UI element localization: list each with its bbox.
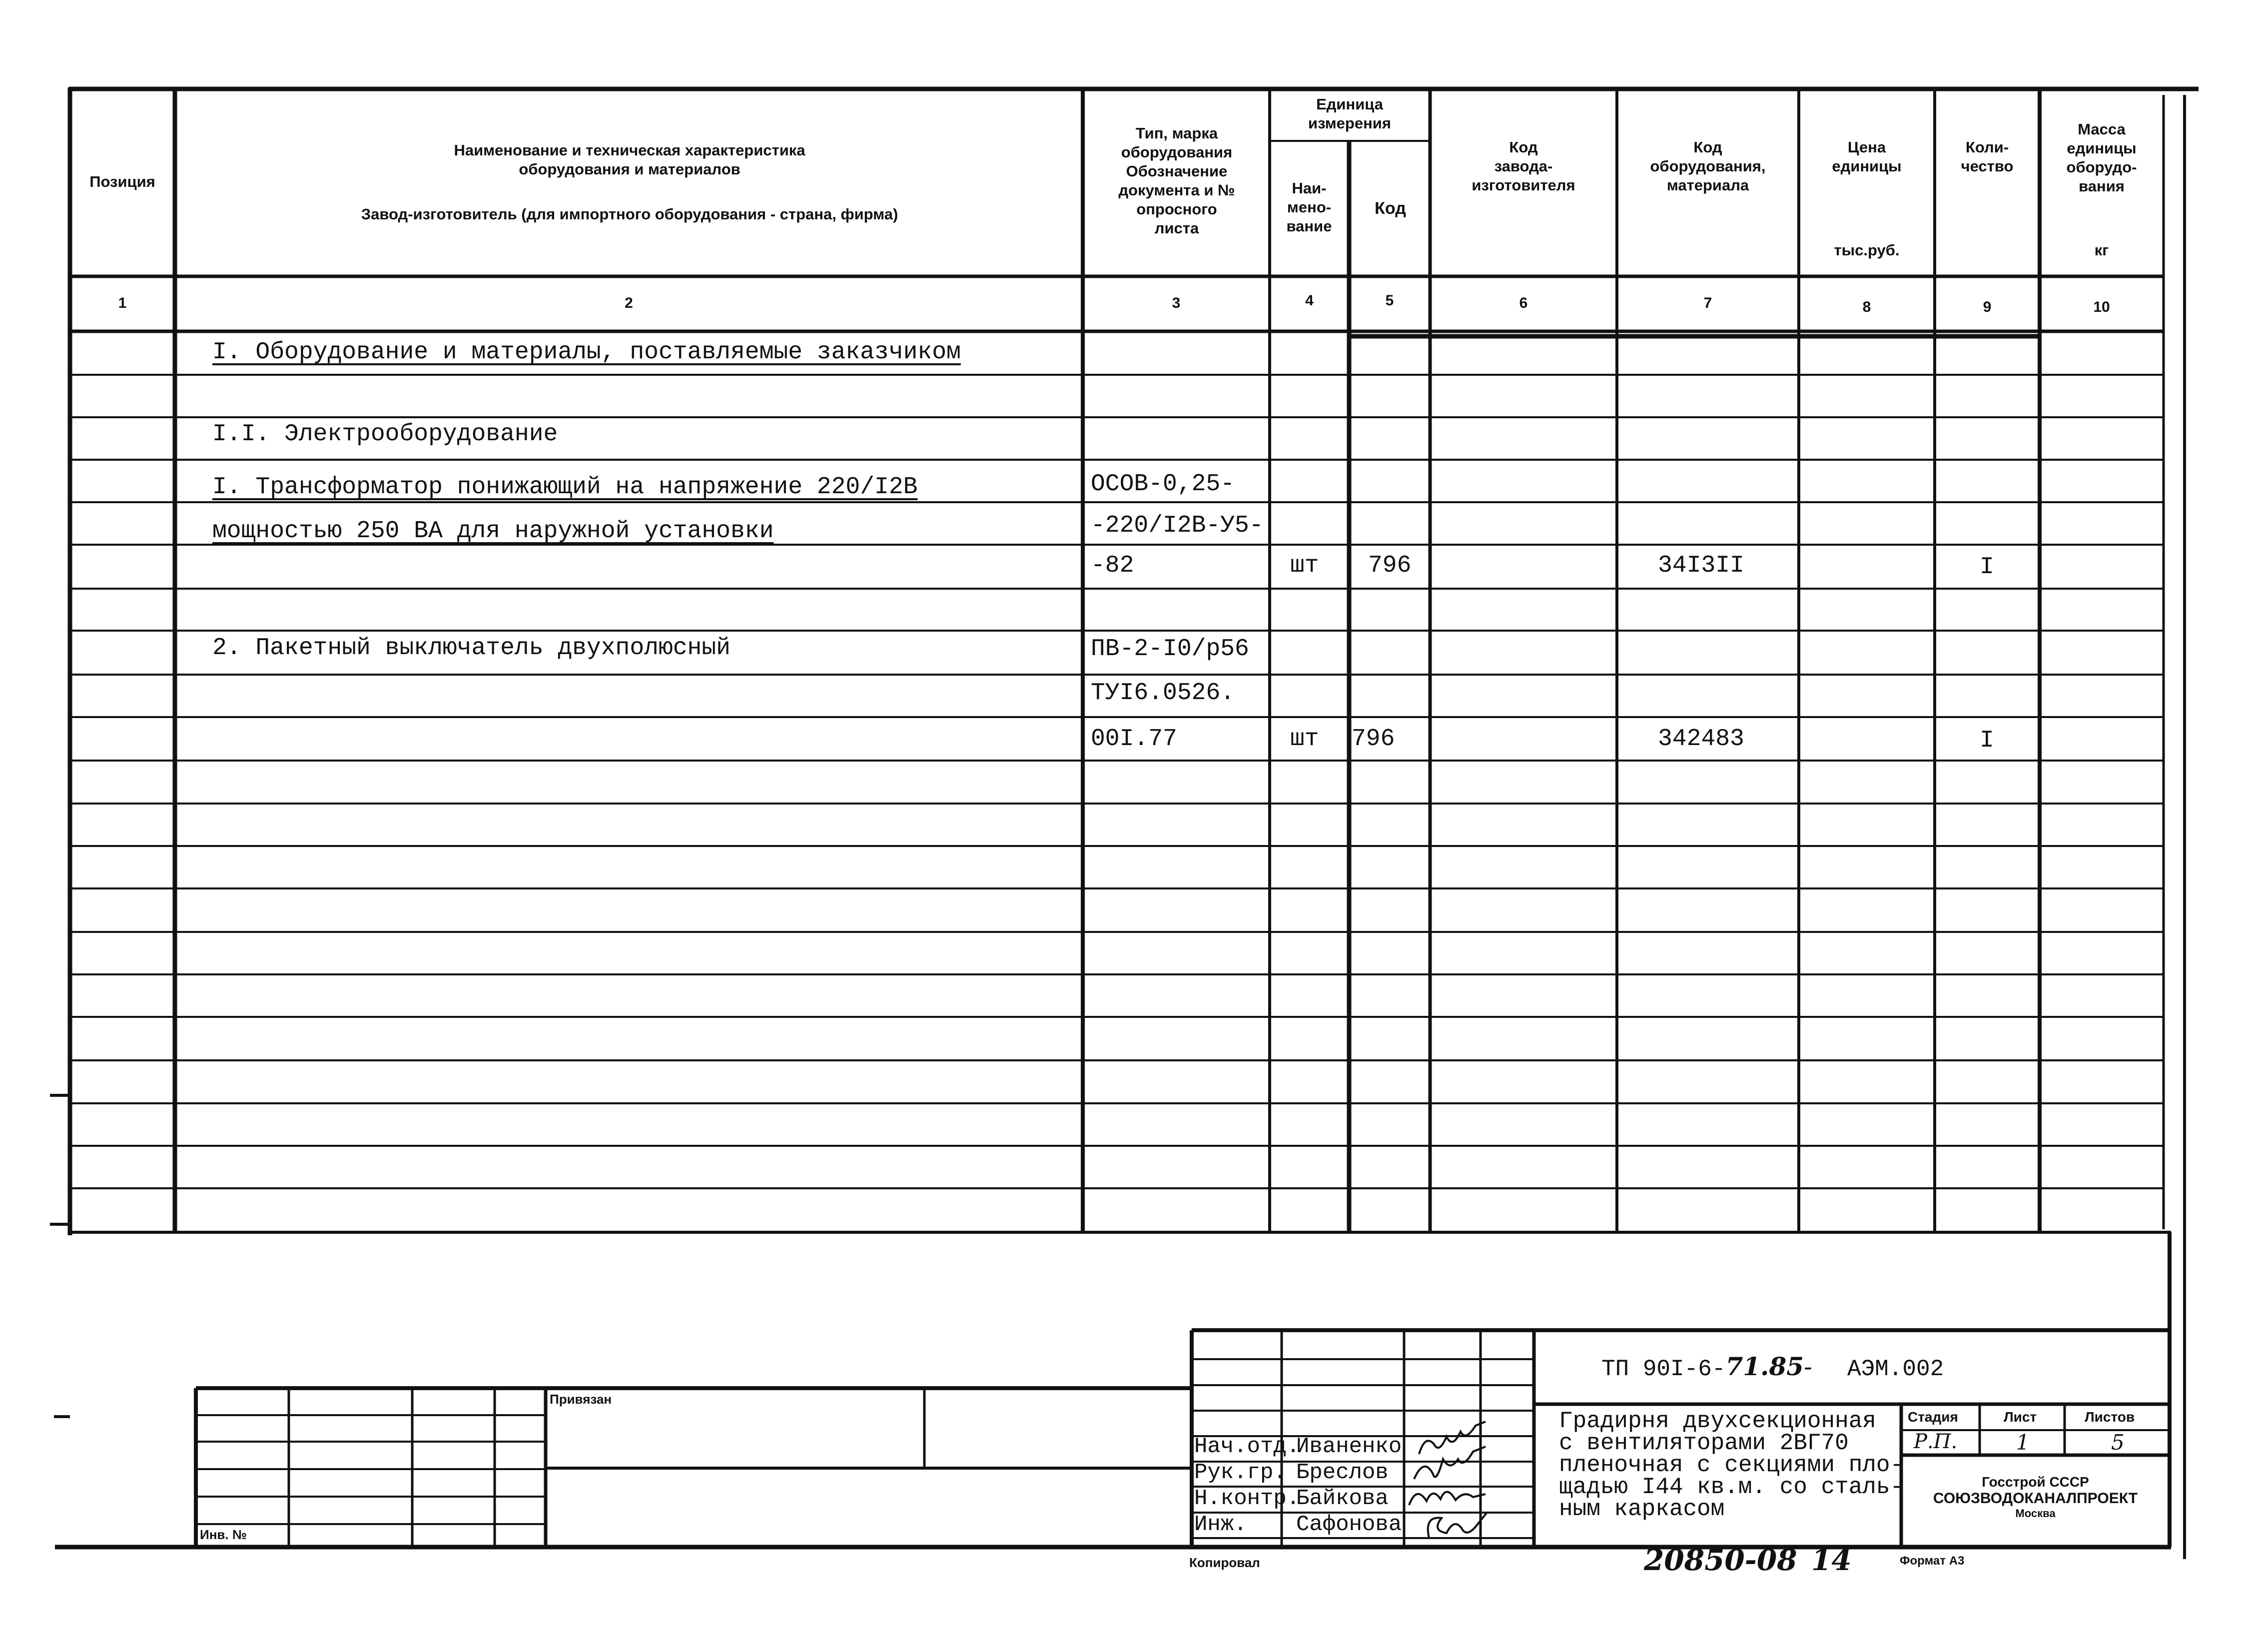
header-plant-code: Код завода- изготовителя — [1472, 138, 1575, 194]
signer-name-norm-control: Байкова — [1296, 1486, 1389, 1511]
header-type-mark: Тип, марка оборудования Обозначение документа и № опросного листа — [1118, 124, 1235, 237]
item-2-name: 2. Пакетный выключатель двухполюсный — [212, 635, 731, 662]
sheets-value: 5 — [2111, 1430, 2125, 1455]
item-2-unit-code: 796 — [1352, 726, 1395, 753]
organization-name: СОЮЗВОДОКАНАЛПРОЕКТ — [1933, 1490, 2138, 1507]
header-unit-code: Код — [1375, 199, 1406, 218]
drawing-title-line-4: щадью I44 кв.м. со сталь- — [1559, 1474, 1904, 1500]
signer-name-engineer: Сафонова — [1296, 1512, 1402, 1537]
drawing-title-line-3: пленочная с секциями пло- — [1559, 1452, 1904, 1478]
signer-role-group-leader: Рук.гр. — [1194, 1460, 1287, 1485]
column-number: 6 — [1519, 295, 1528, 311]
item-2-equipment-code: 342483 — [1658, 726, 1744, 753]
sheet-label: Лист — [2004, 1409, 2037, 1425]
header-unit-price: Цена единицы — [1832, 138, 1902, 175]
header-manufacturer: Завод-изготовитель (для импортного оборудования - страна, фирма) — [361, 205, 898, 223]
column-number: 10 — [2093, 299, 2110, 315]
inventory-number-label: Инв. № — [200, 1527, 247, 1542]
header-unit: Единица измерения — [1308, 95, 1391, 132]
signer-role-head-department: Нач.отд. — [1194, 1434, 1300, 1459]
item-1-name-line-2: мощностью 250 ВА для наружной установки — [212, 518, 774, 545]
attached-label: Привязан — [550, 1392, 612, 1407]
document-code-handwritten: 71.85 — [1725, 1352, 1804, 1381]
item-2-unit: шт — [1290, 726, 1319, 753]
item-1-type-line-2: -220/I2B-У5- — [1091, 512, 1264, 539]
drawing-title-line-1: Градирня двухсекционная — [1559, 1408, 1876, 1434]
organization-city: Москва — [2015, 1507, 2056, 1520]
item-2-type-line-3: 00I.77 — [1091, 726, 1177, 753]
copied-by-label: Копировал — [1189, 1555, 1260, 1570]
header-equipment-code: Код оборудования, материала — [1650, 138, 1766, 194]
item-1-quantity: I — [1980, 554, 1994, 581]
item-1-unit: шт — [1290, 552, 1319, 579]
column-number: 5 — [1385, 292, 1394, 309]
archive-number: 20850-08 — [1644, 1543, 1797, 1577]
column-number: 2 — [625, 295, 633, 311]
signer-name-head-department: Иваненко — [1296, 1434, 1402, 1459]
subsection-heading: I.I. Электрооборудование — [212, 421, 558, 448]
document-code-prefix: ТП 90I-6- — [1601, 1356, 1726, 1382]
stage-value: Р.П. — [1914, 1430, 1958, 1453]
document-code-suffix: АЭМ.002 — [1847, 1356, 1944, 1382]
column-number: 7 — [1703, 295, 1712, 311]
item-1-equipment-code: 34I3II — [1658, 552, 1744, 579]
sheet-value: 1 — [2016, 1430, 2030, 1455]
item-2-type-line-2: ТУI6.0526. — [1091, 680, 1235, 707]
header-unit-mass: Масса единицы оборудо- вания — [2066, 120, 2137, 195]
signature-head-department — [1419, 1422, 1486, 1454]
signature-engineer — [1428, 1513, 1487, 1538]
item-1-name-line-1: I. Трансформатор понижающий на напряжение 220/I2B — [212, 474, 918, 501]
header-unit-name: Наи- мено- вание — [1286, 179, 1332, 235]
sheets-label: Листов — [2085, 1409, 2135, 1425]
column-number: 3 — [1172, 295, 1181, 311]
header-price-units: тыс.руб. — [1834, 241, 1900, 259]
column-number: 9 — [1983, 299, 1992, 315]
item-2-quantity: I — [1980, 727, 1994, 754]
document-code-dash: - — [1804, 1352, 1812, 1381]
item-1-type-line-3: -82 — [1091, 552, 1134, 579]
column-number: 8 — [1862, 299, 1871, 315]
drawing-title-line-5: ным каркасом — [1559, 1496, 1725, 1522]
item-2-type-line-1: ПВ-2-I0/р56 — [1091, 636, 1249, 663]
drawing-title-line-2: с вентиляторами 2ВГ70 — [1559, 1430, 1849, 1456]
signature-group-leader — [1414, 1447, 1486, 1479]
header-name-description: Наименование и техническая характеристика оборудования и материалов — [454, 141, 805, 178]
item-1-unit-code: 796 — [1368, 552, 1412, 579]
item-1-type-line-1: ОСОВ-0,25- — [1091, 471, 1235, 498]
signer-name-group-leader: Бреслов — [1296, 1460, 1389, 1485]
column-number: 4 — [1305, 292, 1314, 309]
stage-label: Стадия — [1908, 1409, 1958, 1425]
archive-page-number: 14 — [1811, 1543, 1852, 1577]
header-mass-units: кг — [2094, 241, 2109, 259]
paper-format-label: Формат А3 — [1900, 1554, 1965, 1568]
section-heading: I. Оборудование и материалы, поставляемые заказчиком — [212, 339, 961, 366]
organization-ministry: Госстрой СССР — [1982, 1474, 2089, 1490]
signer-role-engineer: Инж. — [1194, 1512, 1247, 1537]
header-position: Позиция — [89, 173, 155, 190]
signature-norm-control — [1409, 1492, 1486, 1505]
signer-role-norm-control: Н.контр. — [1194, 1486, 1300, 1511]
column-number: 1 — [118, 295, 127, 311]
header-quantity: Коли- чество — [1961, 138, 2014, 175]
